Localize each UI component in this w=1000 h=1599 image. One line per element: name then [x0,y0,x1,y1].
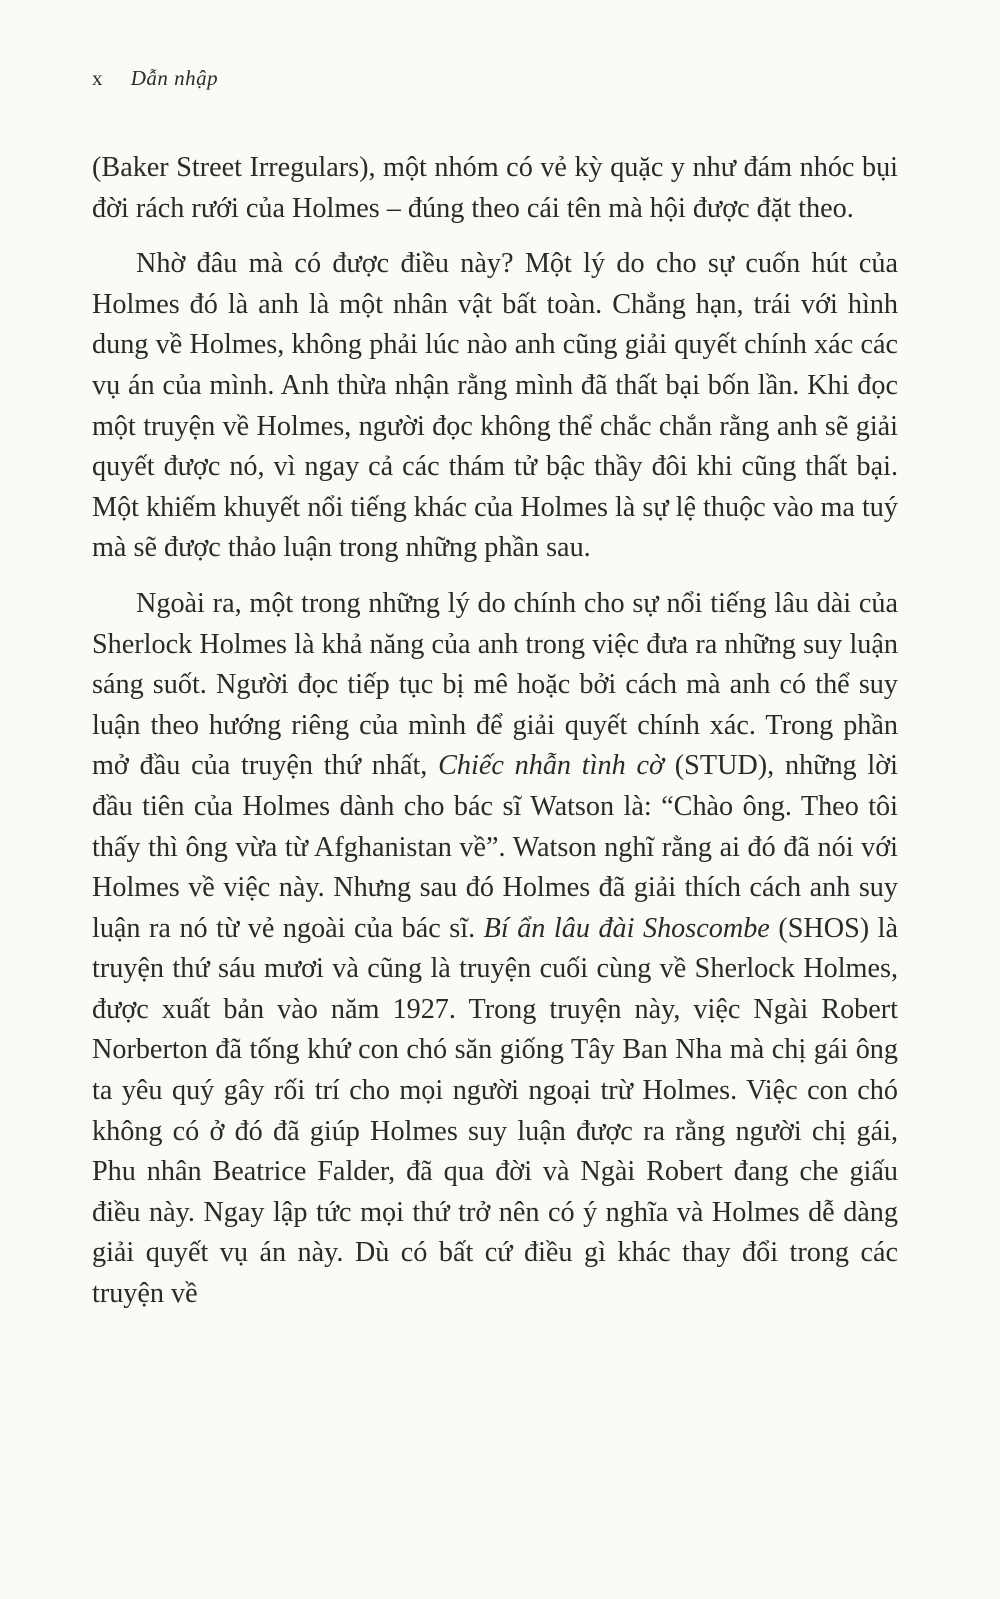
text-segment: (Baker Street Irregulars), một nhóm có vẻ kỳ quặc y như đám nhóc bụi đời rách rưới của Holmes – đúng theo cái tên mà hội được đặt theo. [92,152,898,224]
paragraph [92,244,898,569]
text-segment: Ngoài ra, một trong những lý do chính cho sự nổi tiếng lâu dài của Sherlock Holmes là khả năng của anh trong việc đưa ra những suy luận sáng suốt. Người đọc tiếp tục bị mê hoặc bởi cách mà anh có thể suy luận theo hướng riêng của mình để giải quyết chính xác. Trong phần mở đầu của truyện thứ nhất, [92,587,898,782]
running-title: Dẫn nhập [130,66,219,90]
text-segment: (STUD), những lời đầu tiên của Holmes dành cho bác sĩ Watson là: “Chào ông. Theo tôi thấy thì ông vừa từ Afghanistan về”. Watson nghĩ rằng ai đó đã nói với Holmes về việc này. Nhưng sau đó Holmes đã giải thích cách anh suy luận ra nó từ vẻ ngoài của bác sĩ. [92,750,898,944]
text-segment: Nhờ đâu mà có được điều này? Một lý do cho sự cuốn hút của Holmes đó là anh là một nhân vật bất toàn. Chẳng hạn, trái với hình dung về Holmes, không phải lúc nào anh cũng giải quyết chính xác các vụ án của mình. Anh thừa nhận rằng mình đã thất bại bốn lần. Khi đọc một truyện về Holmes, người đọc không thể chắc chắn rằng anh sẽ giải quyết được nó, vì ngay cả các thám tử bậc thầy đôi khi cũng thất bại. Một khiếm khuyết nổi tiếng khác của Holmes là sự lệ thuộc vào ma tuý mà sẽ được thảo luận trong những phần sau. [92,248,898,564]
page-header [92,66,218,91]
book-title-italic: Chiếc nhẫn tình cờ [438,750,664,782]
text-segment: (SHOS) là truyện thứ sáu mươi và cũng là truyện cuối cùng về Sherlock Holmes, được xuất bản vào năm 1927. Trong truyện này, việc Ngài Robert Norberton đã tống khứ con chó săn giống Tây Ban Nha mà chị gái ông ta yêu quý gây rối trí cho mọi người ngoại trừ Holmes. Việc con chó không có ở đó đã giúp Holmes suy luận được ra rằng người chị gái, Phu nhân Beatrice Falder, đã qua đời và Ngài Robert đang che giấu điều này. Ngay lập tức mọi thứ trở nên có ý nghĩa và Holmes dễ dàng giải quyết vụ án này. Dù có bất cứ điều gì khác thay đổi trong các truyện về [92,912,899,1310]
page-body [92,148,898,1330]
book-title-italic: Bí ẩn lâu đài Shoscombe [483,912,770,944]
paragraph [92,584,898,1315]
paragraph-continued [92,148,898,229]
page-number: x [92,66,103,90]
